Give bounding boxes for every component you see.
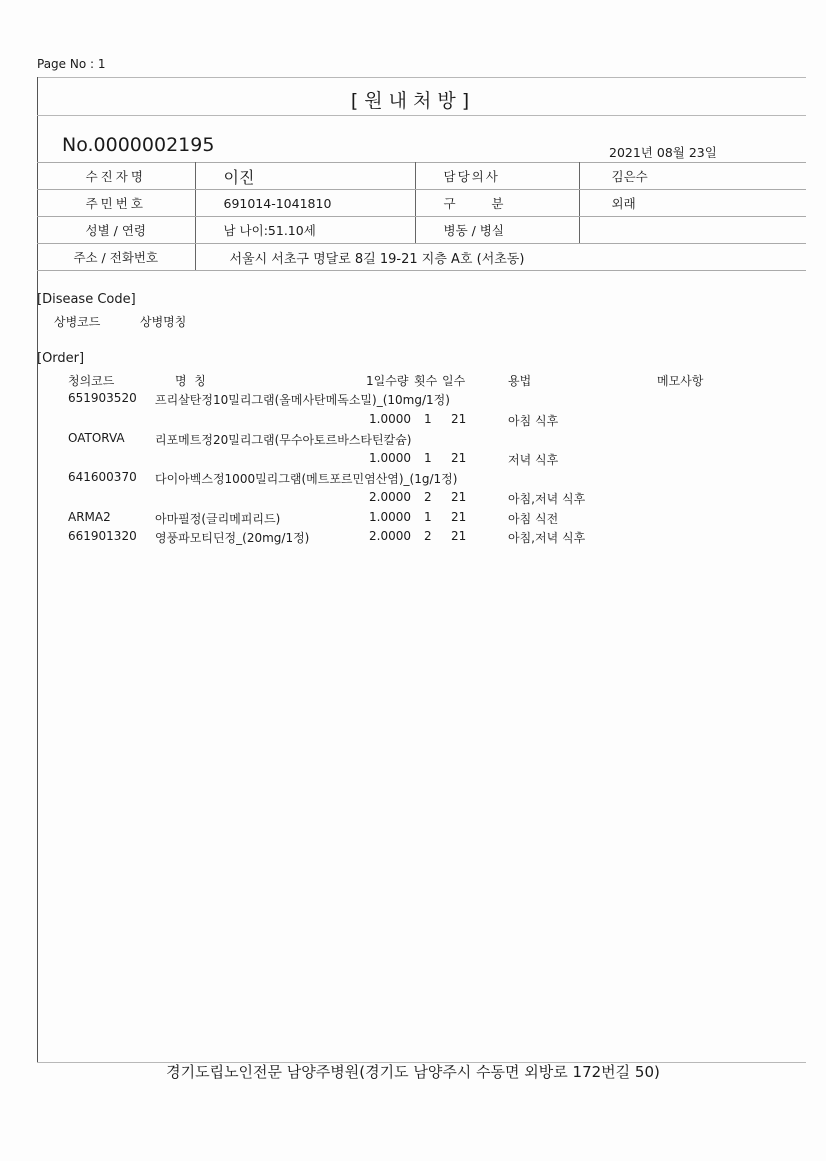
disease-code-label: 상병코드 xyxy=(54,315,101,329)
order-item-usage: 아침,저녁 식후 xyxy=(508,531,586,545)
doctor-name: 김은수 xyxy=(579,163,806,190)
order-item-code: 641600370 xyxy=(68,470,137,484)
patient-name-label: 수진자명 xyxy=(37,163,195,190)
patient-row-address xyxy=(37,244,806,271)
disease-name-label: 상병명칭 xyxy=(140,315,187,329)
order-item-count: 2 xyxy=(424,529,432,543)
hospital-footer: 경기도립노인전문 남양주병원(경기도 남양주시 수동면 외방로 172번길 50) xyxy=(166,1063,660,1081)
order-item-days: 21 xyxy=(451,490,467,504)
order-item-name: 프리살탄정10밀리그램(올메사탄메독소밀)_(10mg/1정) xyxy=(155,393,450,407)
order-item-name: 아마필정(글리메피리드) xyxy=(155,512,281,526)
page-number: Page No : 1 xyxy=(37,57,106,71)
order-item-dose: 2.0000 xyxy=(369,490,411,504)
title-divider xyxy=(37,115,806,116)
prescription-date: 2021년 08월 23일 xyxy=(609,145,717,160)
ward xyxy=(579,217,806,244)
address-label: 주소 / 전화번호 xyxy=(37,244,195,271)
order-item-days: 21 xyxy=(451,529,467,543)
order-col-memo: 메모사항 xyxy=(657,374,704,388)
patient-row-name xyxy=(37,163,806,190)
order-item-days: 21 xyxy=(451,451,467,465)
order-item-code: 651903520 xyxy=(68,391,137,405)
order-col-count: 횟수 xyxy=(414,374,438,388)
id-number-label: 주민번호 xyxy=(37,190,195,217)
address: 서울시 서초구 명달로 8길 19-21 지층 A호 (서초동) xyxy=(195,244,806,271)
order-item-usage: 저녁 식후 xyxy=(508,453,559,467)
visit-type-label: 구 분 xyxy=(415,190,579,217)
ward-label: 병동 / 병실 xyxy=(415,217,579,244)
visit-type: 외래 xyxy=(579,190,806,217)
order-item-count: 1 xyxy=(424,510,432,524)
order-item-usage: 아침,저녁 식후 xyxy=(508,492,586,506)
order-item-days: 21 xyxy=(451,510,467,524)
id-number: 691014-1041810 xyxy=(195,190,415,217)
order-item-name: 다이아벡스정1000밀리그램(메트포르민염산염)_(1g/1정) xyxy=(155,472,458,486)
patient-row-id xyxy=(37,190,806,217)
order-col-usage: 용법 xyxy=(508,374,532,388)
order-item-dose: 2.0000 xyxy=(369,529,411,543)
order-col-days: 일수 xyxy=(442,374,466,388)
order-item-usage: 아침 식전 xyxy=(508,512,559,526)
order-item-count: 2 xyxy=(424,490,432,504)
order-item-usage: 아침 식후 xyxy=(508,414,559,428)
order-item-count: 1 xyxy=(424,451,432,465)
patient-info-table xyxy=(37,162,806,271)
order-item-code: 661901320 xyxy=(68,529,137,543)
document-title: [원내처방] xyxy=(350,90,476,112)
patient-row-sex-age xyxy=(37,217,806,244)
sex-age-label: 성별 / 연령 xyxy=(37,217,195,244)
order-item-dose: 1.0000 xyxy=(369,412,411,426)
frame-top-rule xyxy=(37,77,806,78)
doctor-label: 담당의사 xyxy=(415,163,579,190)
order-item-dose: 1.0000 xyxy=(369,451,411,465)
order-item-code: OATORVA xyxy=(68,431,125,445)
order-col-dose: 1일수량 xyxy=(366,374,409,388)
order-item-name: 리포메트정20밀리그램(무수아토르바스타틴칼슘) xyxy=(155,433,412,447)
order-item-dose: 1.0000 xyxy=(369,510,411,524)
disease-heading: [Disease Code] xyxy=(37,292,136,307)
sex-age: 남 나이:51.10세 xyxy=(195,217,415,244)
order-item-count: 1 xyxy=(424,412,432,426)
patient-name: 이진 xyxy=(195,163,415,190)
order-heading: [Order] xyxy=(37,351,85,366)
order-item-name: 영풍파모티딘정_(20mg/1정) xyxy=(155,531,310,545)
order-item-days: 21 xyxy=(451,412,467,426)
order-col-code: 청의코드 xyxy=(68,374,115,388)
document-number: No.0000002195 xyxy=(62,134,215,156)
order-item-code: ARMA2 xyxy=(68,510,111,524)
order-col-name: 명 칭 xyxy=(175,374,206,388)
